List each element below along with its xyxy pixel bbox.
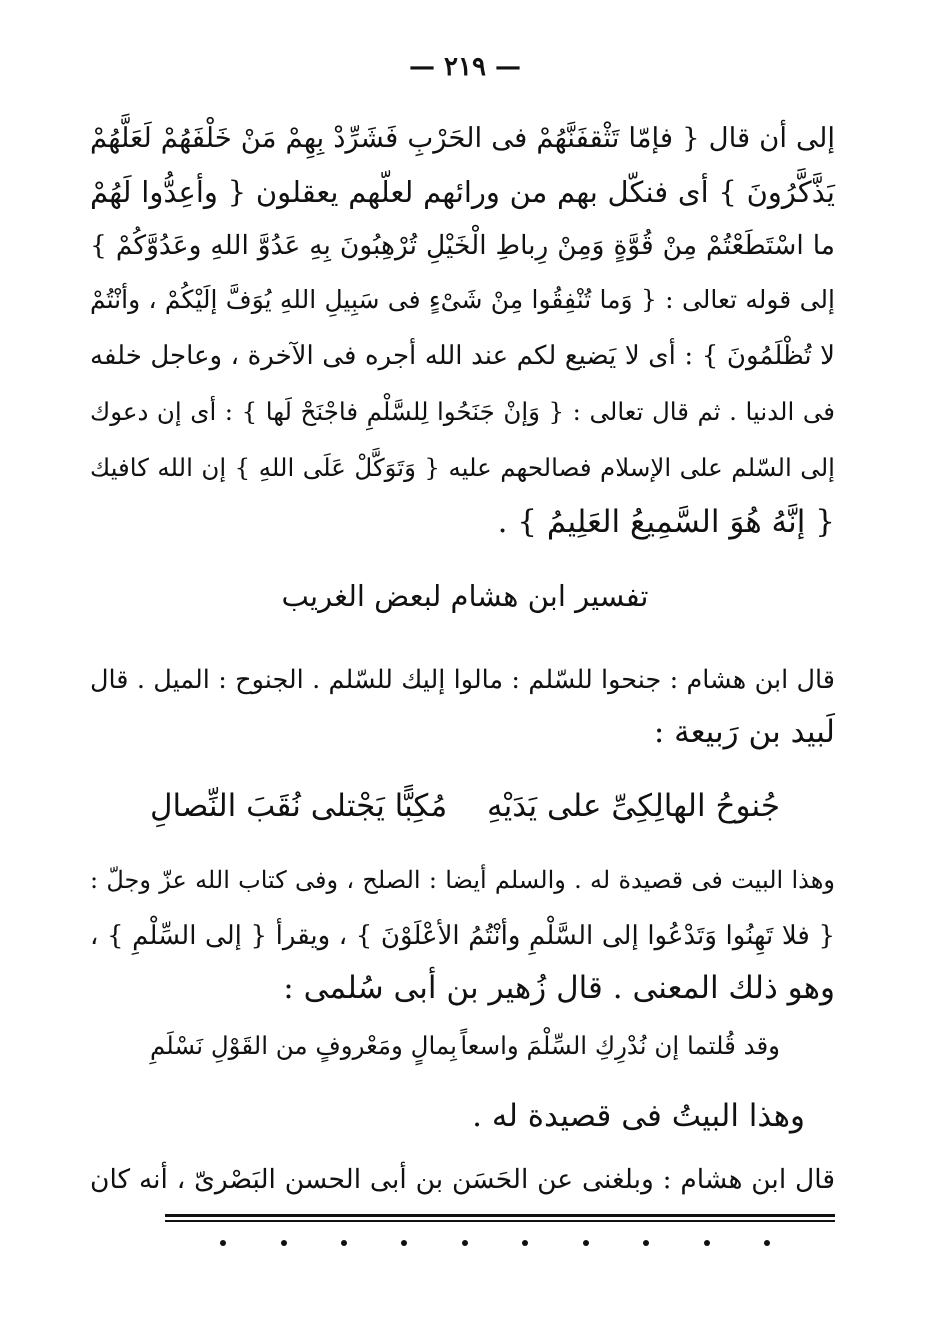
footer-rule bbox=[165, 1220, 835, 1222]
page-number: — ٢١٩ — bbox=[408, 52, 522, 82]
footer-dot bbox=[281, 1240, 287, 1246]
verse-second-hemistich: بِمالٍ ومَعْروفٍ من القَوْلِ نَسْلَمِ bbox=[150, 1031, 457, 1060]
footer-dot bbox=[643, 1240, 649, 1246]
text-line: يَذَّكَّرُونَ } أى فنكّل بهم من ورائهم لعلّهم يعقلون { وأعِدُّوا لَهُمْ bbox=[90, 175, 835, 209]
verse-first-hemistich: جُنوحُ الهالِكِىِّ على يَدَيْهِ bbox=[486, 788, 780, 824]
text-line: { فلا تَهِنُوا وَتَدْعُوا إلى السَّلْمِ وأنْتُمُ الأعْلَوْنَ } ، ويقرأ { إلى السِّلْمِ } ، bbox=[90, 921, 835, 951]
text-line: إلى قوله تعالى : { وَما تُنْفِقُوا مِنْ شَىْءٍ فى سَبِيلِ اللهِ يُوَفَّ إلَيْكُمْ ، وأنْتُمْ bbox=[90, 285, 835, 314]
footer-dot bbox=[401, 1240, 407, 1246]
footer-dot bbox=[704, 1240, 710, 1246]
footer-dot bbox=[341, 1240, 347, 1246]
verse-second-hemistich: مُكِبًّا يَجْتلى نُقَبَ النِّصالِ bbox=[150, 788, 448, 824]
footer-dots bbox=[220, 1240, 770, 1246]
poem-verse bbox=[150, 784, 780, 828]
text-line: إلى السّلم على الإسلام فصالحهم عليه { وَتَوَكَّلْ عَلَى اللهِ } إن الله كافيك bbox=[90, 453, 835, 482]
text-line: لا تُظْلَمُونَ } : أى لا يَضيع لكم عند الله أجره فى الآخرة ، وعاجل خلفه bbox=[90, 341, 835, 371]
text-line: وهذا البيت فى قصيدة له . والسلم أيضا : الصلح ، وفى كتاب الله عزّ وجلّ : bbox=[90, 866, 835, 894]
text-line: ما اسْتَطَعْتُمْ مِنْ قُوَّةٍ وَمِنْ رِباطِ الْخَيْلِ تُرْهِبُونَ بِهِ عَدُوَّ اللهِ وعَدُوَّكُمْ } bbox=[90, 230, 835, 261]
verse-first-hemistich: وقد قُلتما إن نُدْرِكِ السِّلْمَ واسعاً bbox=[460, 1031, 780, 1060]
footer-dot bbox=[522, 1240, 528, 1246]
footer-dot bbox=[583, 1240, 589, 1246]
text-line: لَبيد بن رَبيعة : bbox=[653, 714, 835, 750]
footer-dot bbox=[220, 1240, 226, 1246]
poem-verse bbox=[150, 1024, 780, 1068]
footer-dot bbox=[764, 1240, 770, 1246]
text-line: فى الدنيا . ثم قال تعالى : { وَإنْ جَنَحُوا لِلسَّلْمِ فاجْنَحْ لَها } : أى إن دعوك bbox=[90, 397, 835, 426]
footer-dot bbox=[462, 1240, 468, 1246]
text-line: وهذا البيتُ فى قصيدة له . bbox=[472, 1098, 805, 1134]
text-line: إلى أن قال { فإمّا تَثْقفَنَّهُمْ فى الحَرْبِ فَشَرِّدْ بِهِمْ مَنْ خَلْفَهُمْ لَعَلَّهُمْ bbox=[90, 122, 835, 154]
text-line: { إنَّهُ هُوَ السَّمِيعُ العَلِيمُ } . bbox=[497, 504, 835, 540]
footer-rule bbox=[165, 1214, 835, 1217]
section-heading: تفسير ابن هشام لبعض الغريب bbox=[281, 579, 649, 613]
text-line: قال ابن هشام : وبلغنى عن الحَسَن بن أبى الحسن البَصْرىّ ، أنه كان bbox=[90, 1164, 835, 1195]
text-line: وهو ذلك المعنى . قال زُهير بن أبى سُلمى : bbox=[283, 970, 835, 1006]
text-line: قال ابن هشام : جنحوا للسّلم : مالوا إليك للسّلم . الجنوح : الميل . قال bbox=[90, 665, 835, 695]
